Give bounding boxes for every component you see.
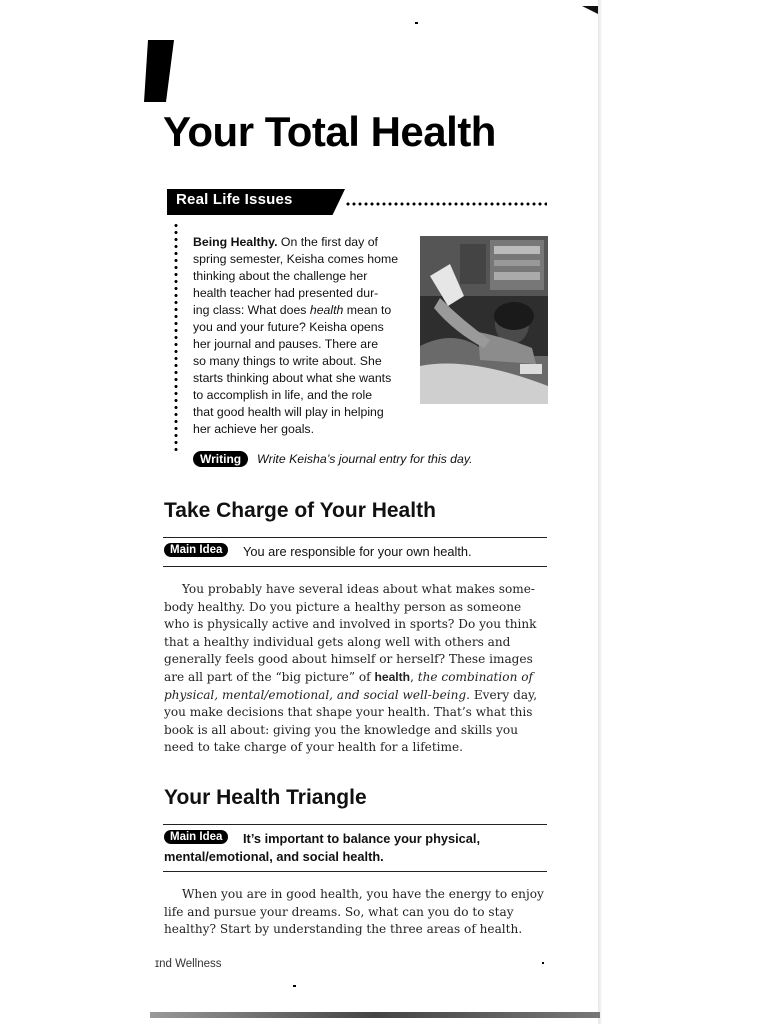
real-life-story bbox=[193, 234, 418, 438]
paragraph-line: body healthy. Do you picture a healthy person as someone bbox=[164, 599, 522, 614]
definition-text: physical, mental/emotional, and social well-being. bbox=[164, 687, 470, 702]
scan-bottom-strip bbox=[150, 1012, 600, 1018]
main-idea-text: mental/emotional, and social health. bbox=[164, 849, 384, 864]
dotted-rule-vertical bbox=[174, 222, 178, 454]
paragraph-line: generally feels good about himself or herself? These images bbox=[164, 652, 533, 667]
page-footer: ɪnd Wellness bbox=[155, 958, 222, 970]
story-italic-word: health bbox=[309, 303, 344, 317]
paragraph-line: who is physically active and involved in sports? Do you think bbox=[164, 617, 537, 632]
main-idea-badge: Main Idea bbox=[164, 830, 228, 844]
main-idea-badge: Main Idea bbox=[164, 543, 228, 557]
paragraph-line: you make decisions that shape your health. That’s what this bbox=[164, 705, 533, 720]
story-line: you and your future? Keisha opens bbox=[193, 320, 384, 334]
story-line: starts thinking about what she wants bbox=[193, 371, 392, 385]
divider bbox=[163, 871, 547, 872]
keisha-photo bbox=[420, 236, 548, 404]
paragraph-line: need to take charge of your health for a lifetime. bbox=[164, 740, 464, 755]
paragraph-line: are all part of the “big picture” of bbox=[164, 669, 375, 684]
photo-illustration bbox=[420, 236, 548, 404]
paragraph-line: You probably have several ideas about what makes some- bbox=[182, 582, 535, 596]
page-title: Your Total Health bbox=[163, 108, 496, 155]
divider bbox=[163, 566, 547, 567]
story-line: health teacher had presented dur- bbox=[193, 286, 379, 300]
definition-text: the combination of bbox=[417, 669, 533, 684]
writing-prompt: Write Keisha’s journal entry for this day. bbox=[257, 452, 473, 466]
dotted-rule-horizontal bbox=[345, 202, 547, 206]
key-term-health: health bbox=[374, 669, 411, 684]
story-heading: Being Healthy. bbox=[193, 235, 278, 249]
story-line: mean to bbox=[343, 303, 392, 317]
story-line: spring semester, Keisha comes home bbox=[193, 252, 399, 266]
writing-badge: Writing bbox=[193, 451, 248, 467]
paragraph-line: that a healthy individual gets along well with others and bbox=[164, 634, 511, 649]
story-line: so many things to write about. She bbox=[193, 354, 382, 368]
chapter-tab-mark bbox=[144, 40, 174, 102]
main-idea-text: It’s important to balance your physical, bbox=[243, 831, 481, 846]
divider bbox=[163, 537, 547, 538]
corner-mark bbox=[582, 6, 598, 14]
scan-speck bbox=[415, 22, 418, 24]
body-paragraph bbox=[164, 581, 554, 757]
story-line: her achieve her goals. bbox=[193, 422, 314, 436]
paragraph-line: life and pursue your dreams. So, what can you do to stay bbox=[164, 904, 514, 919]
story-line: that good health will play in helping bbox=[193, 405, 384, 419]
paragraph-line: , bbox=[410, 669, 418, 684]
scan-page-edge bbox=[598, 0, 602, 1024]
divider bbox=[163, 824, 547, 825]
body-paragraph bbox=[164, 886, 554, 939]
story-line: On the first day of bbox=[277, 235, 378, 249]
story-line: ing class: What does bbox=[193, 303, 310, 317]
real-life-issues-label: Real Life Issues bbox=[176, 191, 293, 208]
scan-speck bbox=[542, 962, 544, 964]
paragraph-line: When you are in good health, you have the energy to enjoy bbox=[182, 887, 544, 901]
paragraph-line: Every day, bbox=[469, 687, 538, 702]
paragraph-line: book is all about: giving you the knowledge and skills you bbox=[164, 722, 519, 737]
paragraph-line: healthy? Start by understanding the three areas of health. bbox=[164, 922, 523, 937]
section-heading-take-charge: Take Charge of Your Health bbox=[164, 499, 436, 522]
story-line: thinking about the challenge her bbox=[193, 269, 368, 283]
story-line: her journal and pauses. There are bbox=[193, 337, 379, 351]
main-idea-text: You are responsible for your own health. bbox=[243, 544, 472, 559]
story-line: to accomplish in life, and the role bbox=[193, 388, 373, 402]
section-heading-health-triangle: Your Health Triangle bbox=[164, 786, 367, 809]
scan-speck bbox=[293, 985, 296, 987]
